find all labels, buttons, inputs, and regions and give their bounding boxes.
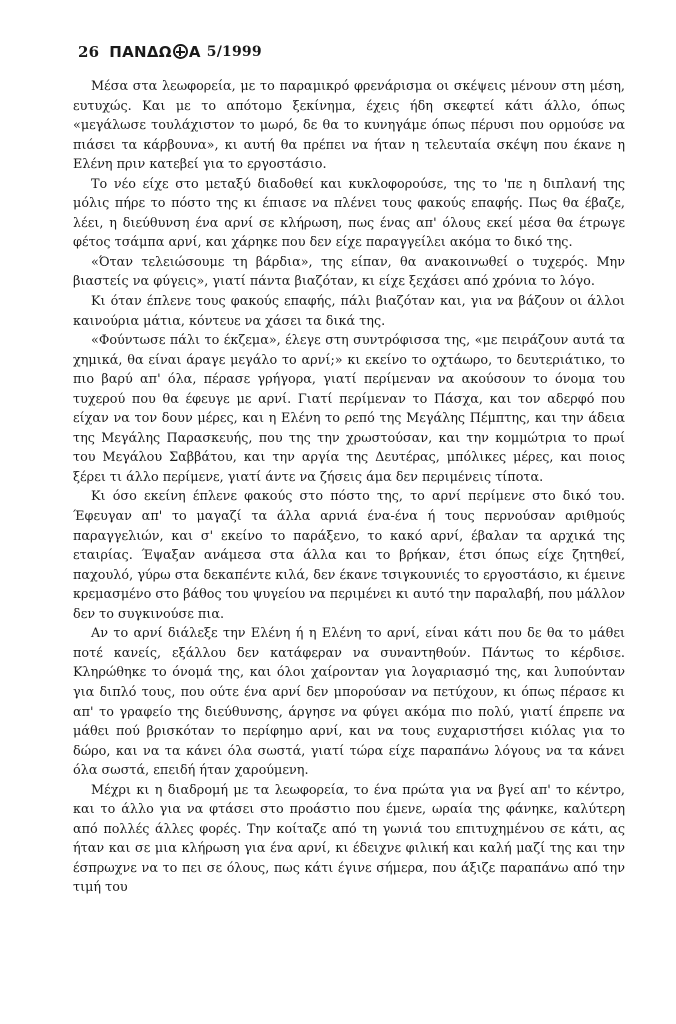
magazine-title [109, 43, 201, 61]
page-header [78, 43, 262, 61]
magazine-title-left: ΠΑΝΔΩ [109, 43, 172, 61]
paragraph: Κι όταν έπλενε τους φακούς επαφής, πάλι βιαζόταν και, για να βάζουν οι άλλοι καινούρια μάτια, κόντευε να χάσει τα δικά της. [73, 294, 625, 329]
paragraph: «Όταν τελειώσουμε τη βάρδια», της είπαν, θα ανακοινωθεί ο τυχερός. Μην βιαστείς να φύγεις», γιατί πάντα βιαζόταν, κι είχε ξεχάσει από χρόνια το λόγο. [73, 254, 625, 290]
paragraph: Κι όσο εκείνη έπλενε φακούς στο πόστο της, το αρνί περίμενε στο δικό του. Έφευγαν απ' το μαγαζί τα άλλα αρνιά ένα-ένα ή τους περνούσαν αριθμούς παραγγελιών, και σ' εκείνο το παράξενο, το κακό αρνί, έβαλαν τα αρχικά της εταιρίας. Έψαξαν ανάμεσα στα άλλα και το βρήκαν, έτσι όπως είχε ζητηθεί, παχουλό, γύρω στα δεκαπέντε κιλά, δεν έκανε τσιγκουνιές το εργοστάσιο, κι έμεινε κρεμασμένο στο βάθος του ψυγείου να περιμένει κι αυτό την παραλαβή, που μάλλον δεν το συγκινούσε πια. [73, 489, 625, 622]
paragraph: Το νέο είχε στο μεταξύ διαδοθεί και κυκλοφορούσε, της το 'πε η διπλανή της μόλις πήρε το πόστο της κι έπιασε να πλένει τους φακούς επαφής. Πως θα έβαζε, λέει, η διεύθυνση ένα αρνί σε κλήρωση, πως ένας απ' όλους εκεί μέσα θα έτρωγε φέτος τσάμπα αρνί, και χάρηκε που δεν είχε παραγγείλει ακόμα το δικό της. [73, 176, 625, 251]
magazine-logo-icon [173, 44, 188, 59]
paragraph: Μέσα στα λεωφορεία, με το παραμικρό φρενάρισμα οι σκέψεις μένουν στη μέση, ευτυχώς. Και με το απότομο ξεκίνημα, έχεις ήδη σκεφτεί κάτι άλλο, όπως «μεγάλωσε τουλάχιστον το μωρό, δε θα το κυνηγάμε όπως πέρυσι που ορμούσε να πιάσει τα κάρβουνα», κι αυτή θα πρέπει να ήταν η τελευταία σκέψη που έκανε η Ελένη πριν κατεβεί για το εργοστάσιο. [73, 79, 625, 173]
article-body [73, 77, 625, 898]
paragraph: Αν το αρνί διάλεξε την Ελένη ή η Ελένη το αρνί, είναι κάτι που δε θα το μάθει ποτέ κανείς, εξάλλου δεν κατάφεραν να συναντηθούν. Πάντως το κέρδισε. Κληρώθηκε το όνομά της, και όλοι χαίρονταν για λογαριασμό της, και λυπούνταν για διπλό τους, που ούτε ένα αρνί δεν μπορούσαν να πετύχουν, κι όπως πέρασε κι απ' το γραφείο της διεύθυνσης, άργησε να φύγει ακόμα πιο πολύ, γιατί έπρεπε να μάθει πού βρισκόταν το περίφημο αρνί, και να τους ευχαριστήσει κιόλας για το δώρο, και να τα κάνει όλα σωστά, γιατί τώρα είχε παραπάνω λόγους να τα κάνει όλα σωστά, επειδή ήταν χαρούμενη. [73, 626, 625, 779]
paragraph: «Φούντωσε πάλι το έκζεμα», έλεγε στη συντρόφισσα της, «με πειράζουν αυτά τα χημικά, θα είναι άραγε μεγάλο το αρνί;» κι εκείνο το οχτάωρο, το δευτεριάτικο, το πιο βαρύ απ' όλα, πέρασε γρήγορα, γιατί περίμεναν να ακούσουν το όνομα του τυχερού που θα έφευγε με αρνί. Γιατί περίμεναν το Πάσχα, και τον αδερφό που είχαν να τον δουν μέρες, και η Ελένη το ρεπό της Μεγάλης Πέμπτης, και την άδεια της Μεγάλης Παρασκευής, που της την χρωστούσαν, και την κομμώτρια το πρωί του Μεγάλου Σαββάτου, και την αργία της Δευτέρας, μπόλικες μέρες, και ποιος ξέρει τι άλλο περίμενε, γιατί άντε να ζήσεις άμα δεν περιμένεις τίποτα. [73, 333, 625, 485]
magazine-title-right: Α [188, 43, 201, 61]
page-number: 26 [78, 43, 100, 61]
issue-number: 5/1999 [206, 44, 262, 60]
paragraph: Μέχρι κι η διαδρομή με τα λεωφορεία, το ένα πρώτα για να βγεί απ' το κέντρο, και το άλλο για να φτάσει στο προάστιο που έμενε, ωραία της φάνηκε, καλύτερη από πολλές άλλες φορές. Την κοίταζε από τη γωνιά του επιτυχημένου σε κάτι, ας ήταν και σε μια κλήρωση για ένα αρνί, κι έδειχνε φιλική και καλή μαζί της και την έσπρωχνε να το πει σε όλους, πως κάτι έγινε σήμερα, που άξιζε παραπάνω από την τιμή του [73, 782, 625, 896]
